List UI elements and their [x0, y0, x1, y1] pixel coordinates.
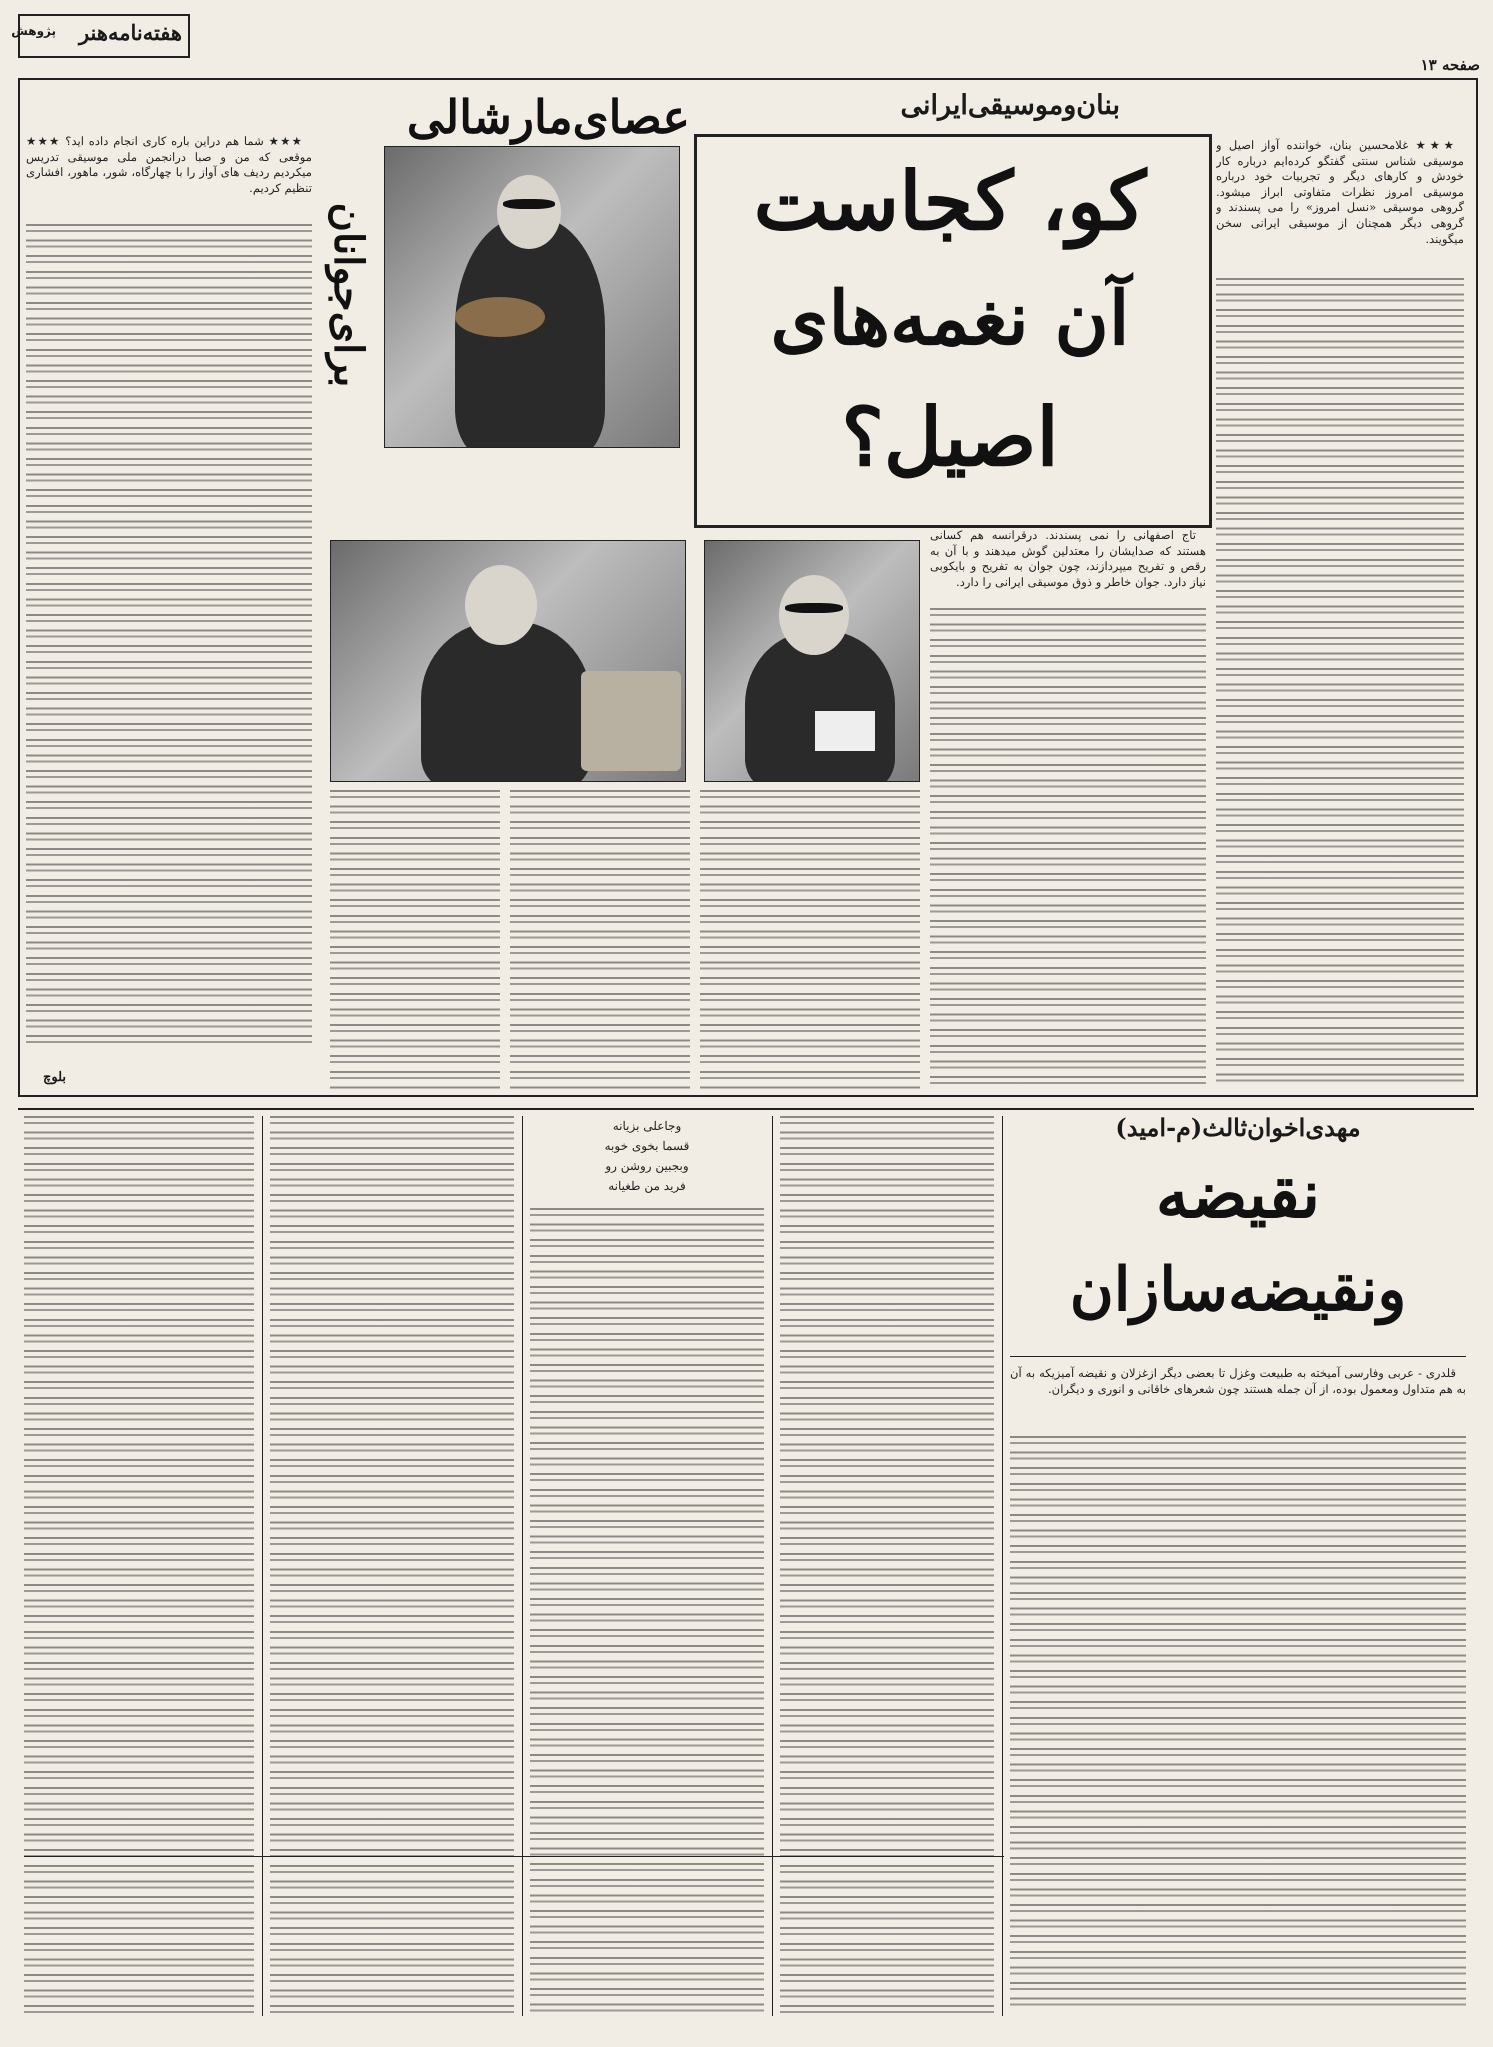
article1-signature: بلوچ	[42, 1070, 66, 1085]
footnote-rule	[24, 1856, 1004, 1857]
article1-col-lower-2	[510, 790, 690, 1090]
article2-col-1	[1010, 1366, 1466, 2012]
article1-col-lower-1	[700, 790, 920, 1090]
article1-col-right-text	[1216, 278, 1464, 1086]
vertical-headline-text: برای‌جوانان	[325, 202, 372, 388]
article1-col-right-intro: ★★★ غلامحسین بنان، خواننده آواز اصیل و موسیقی شناس سنتی گفتگو کرده‌ایم درباره کار خودش و کارهای دیگر و تجربیات خود درباره موسیقی امروز نظرات متفاوتی ابراز میشود. گروهی موسیقی «نسل امروز» را می پسندند و گروهی دیگر همچنان از موسیقی ایرانی سخن میگویند.	[1216, 138, 1464, 246]
article1-col-lower-3	[330, 790, 500, 1090]
col-divider-2	[772, 1116, 773, 2016]
photo-bonan-reclining	[330, 540, 686, 782]
article2-author: مهدی‌اخوان‌ثالث(م-امید)	[1115, 1113, 1361, 1142]
article1-side-title-vertical	[318, 130, 378, 460]
col-divider-1	[1002, 1116, 1003, 2016]
article1-col-left-intro: ★★★ شما هم دراین باره کاری انجام داده اید؟ ★★★ موقعی که من و صبا درانجمن ملی موسیقی تدریس میکردیم ردیف های آواز را با چهارگاه، شور، ماهور، افشاری تنظیم کردیم.	[26, 134, 312, 195]
article2-title	[1010, 1146, 1466, 1356]
article1-col-right	[1216, 138, 1464, 1086]
article1-title	[704, 142, 1196, 518]
article2-col-2	[780, 1116, 994, 2016]
article2-verse: وجاعلی بزیانه قسما بخوی خوبه وبجبین روشن رو فرید من طغیانه	[604, 1119, 690, 1193]
title-line-1: کو، کجاست	[753, 154, 1147, 248]
title-line-2: آن نغمه‌های	[770, 276, 1130, 362]
article2-col-3-text	[530, 1208, 764, 2016]
article1-side-title: عصای‌مارشالی	[406, 90, 690, 144]
article2-intro: قلدری - عربی وفارسی آمیخته به طبیعت وغزل تا بعضی دیگر ازغزلان و نقیضه آمیزیکه به آن به هم متداول ومعمول بوده، از آن جمله هستند چون شعرهای خاقانی و انوری و دیگران.	[1010, 1366, 1466, 1396]
article2-title-line-2: ونقیضه‌سازان	[1069, 1255, 1407, 1325]
article1-col-left-text	[26, 224, 312, 1048]
article2-col-3	[530, 1116, 764, 2016]
article1-col-middle	[930, 528, 1206, 1088]
col-divider-3	[522, 1116, 523, 2016]
article1-col-middle-text	[930, 608, 1206, 1088]
article1-col-left	[26, 134, 312, 1074]
page-label: صفحه ۱۳	[1420, 56, 1480, 74]
article2-title-line-1: نقیضه	[1155, 1155, 1321, 1233]
article2-title-rule	[1010, 1356, 1466, 1357]
article2-col-1-text	[1010, 1436, 1466, 2012]
article1-col-middle-intro: تاج اصفهانی را نمی پسندند. درقرانسه هم کسانی هستند که صدایشان را معتدلین گوش میدهند و با آن به رقص و تفریح میپردازند، چون جوان به تفریح و بایکوبی نیاز دارد. جوان خاطر و ذوق موسیقی ایرانی را دارد.	[930, 528, 1206, 589]
masthead-brand: هفته‌نامه‌هنر	[78, 20, 182, 45]
photo-bonan-mandolin	[384, 146, 680, 448]
article2-col-5	[24, 1116, 254, 2016]
col-divider-4	[262, 1116, 263, 2016]
photo-bonan-reading	[704, 540, 920, 782]
article1-kicker: بنان‌وموسیقی‌ایرانی	[900, 90, 1120, 121]
article2-col-4	[270, 1116, 514, 2016]
masthead-section: پژوهش	[11, 24, 56, 38]
title-line-3: اصیل؟	[841, 390, 1059, 484]
